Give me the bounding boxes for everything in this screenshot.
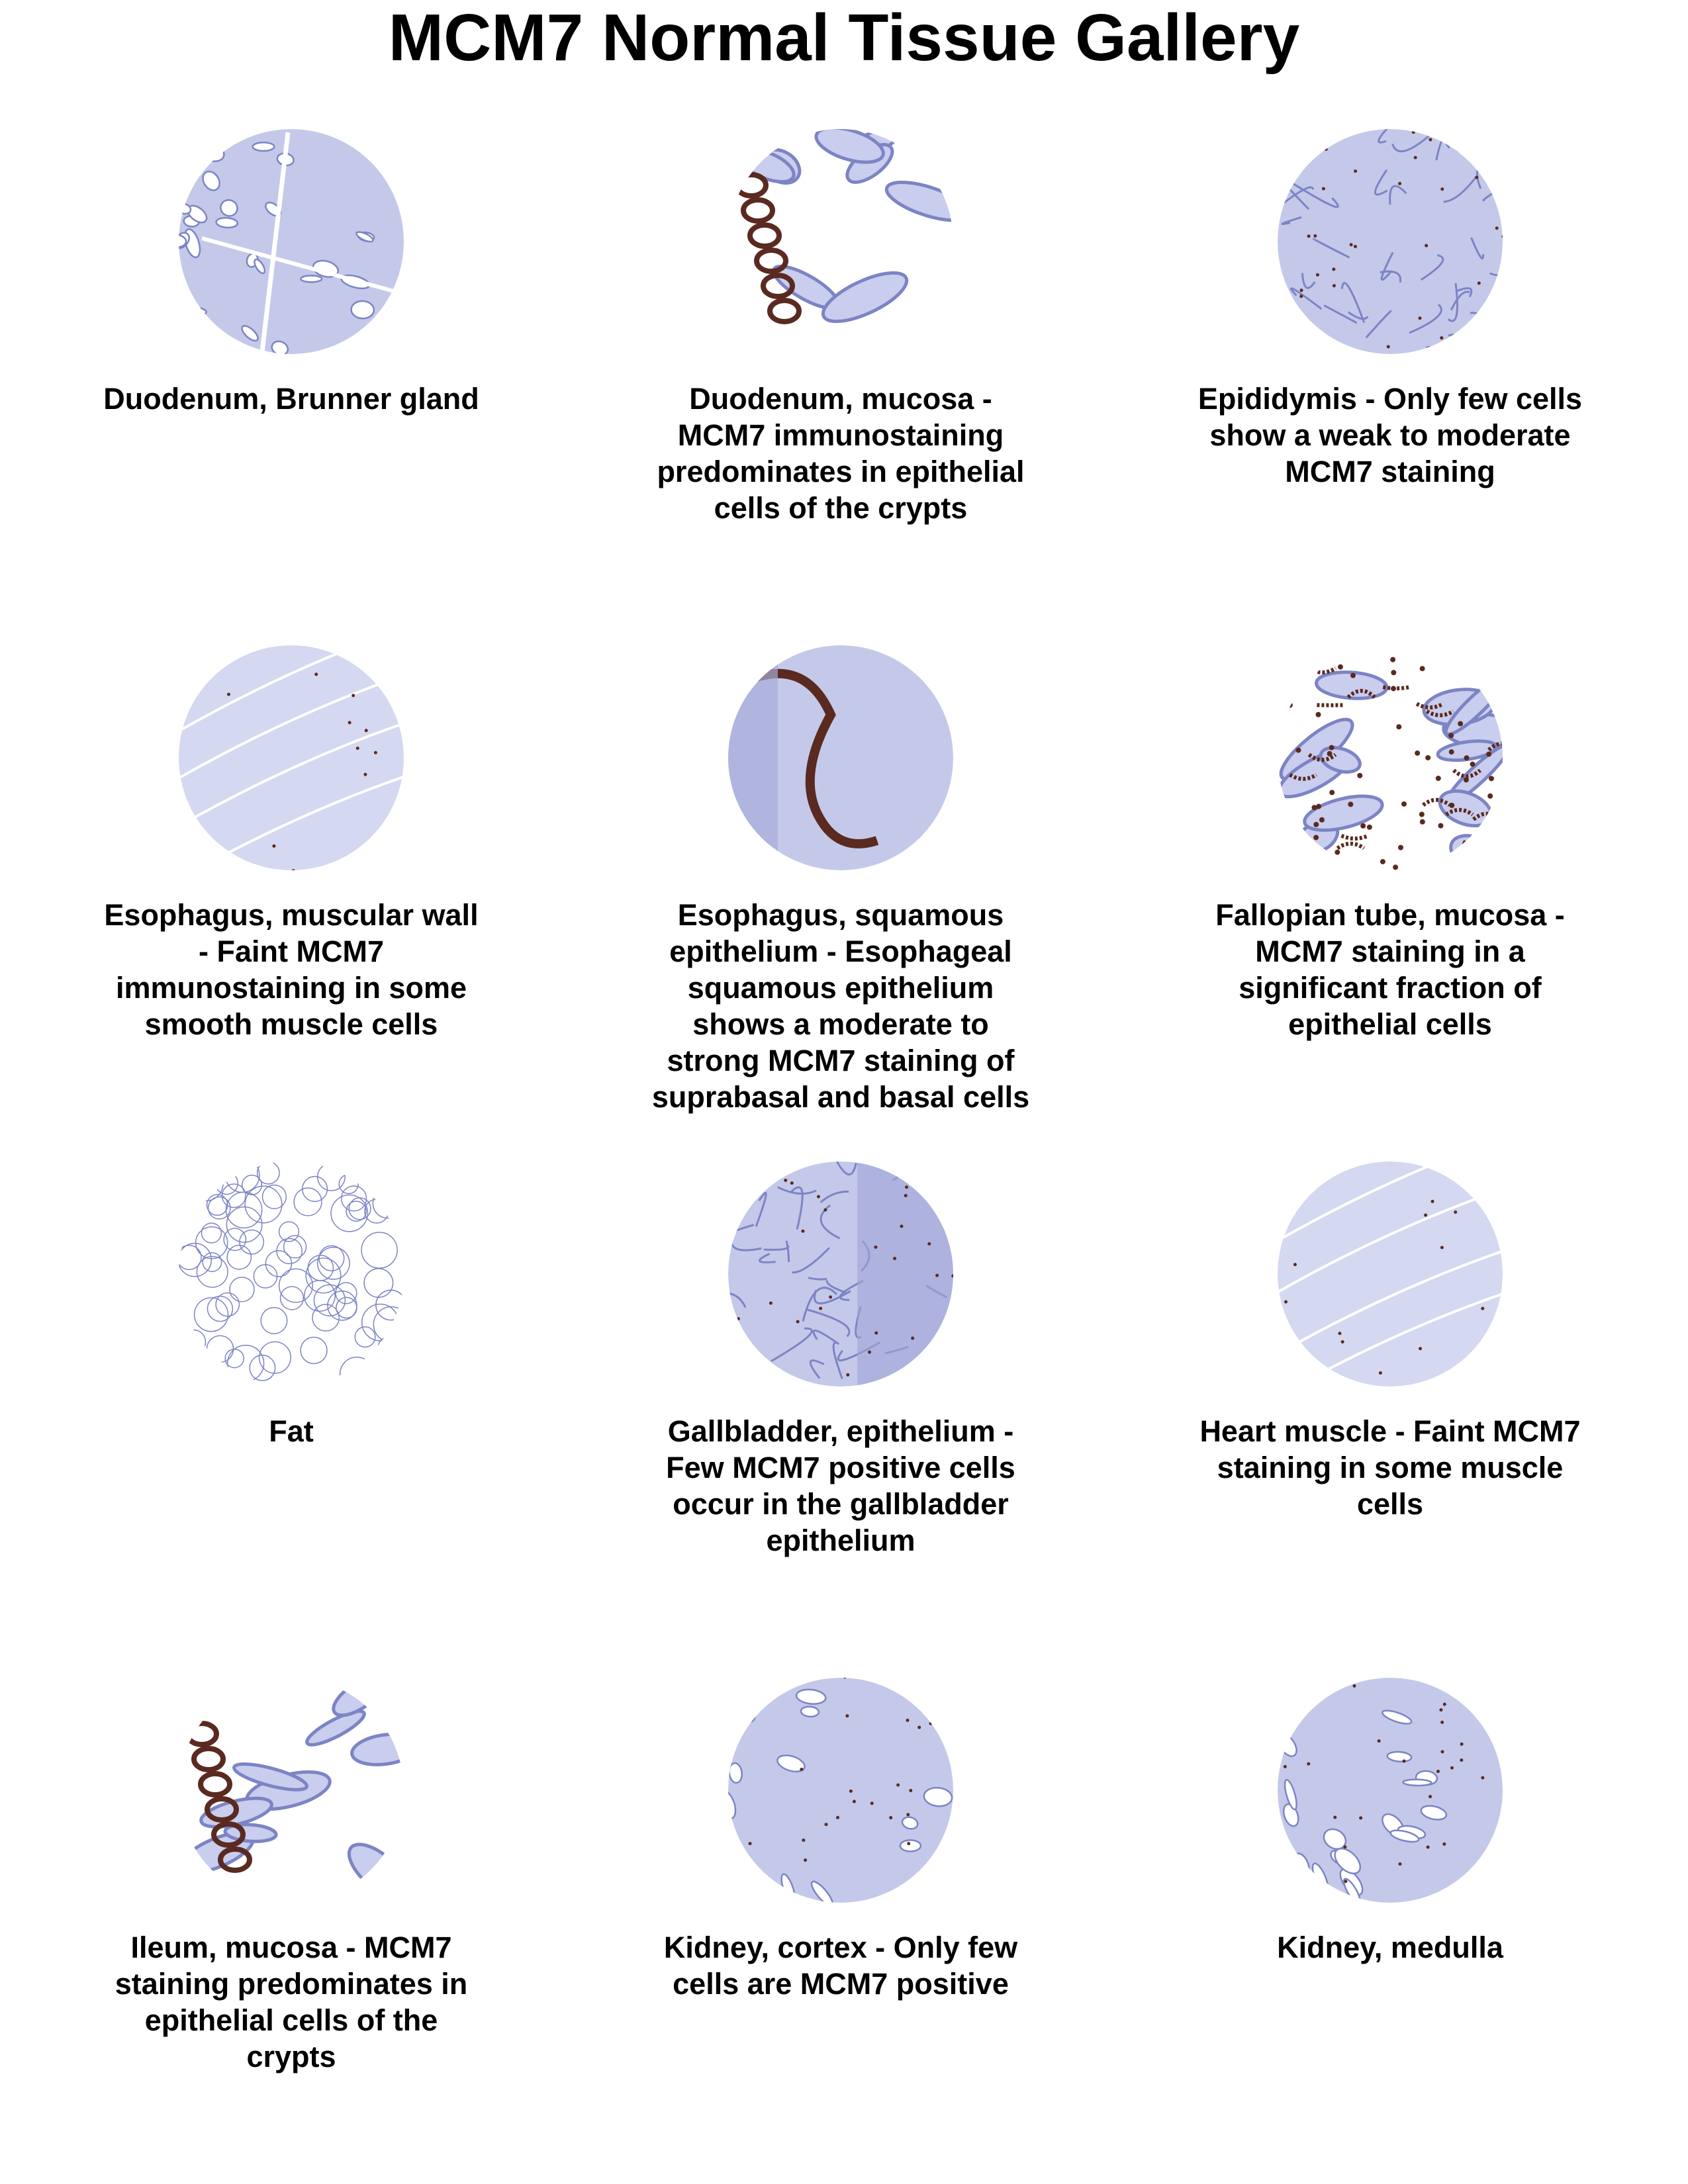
tile-caption: Duodenum, mucosa - MCM7 immunostaining predominates in epithelial cells of the crypts xyxy=(657,382,1025,525)
tile-caption: Fat xyxy=(269,1414,314,1448)
gallery-tile xyxy=(569,635,1112,1138)
gallery-tile xyxy=(569,1668,1112,2171)
gallery-tile xyxy=(1119,1668,1662,2171)
tile-caption: Duodenum, Brunner gland xyxy=(103,382,479,416)
gallery-tile xyxy=(1119,635,1662,1138)
gallery-tile xyxy=(569,119,1112,622)
tissue-micrograph xyxy=(725,126,957,357)
tissue-micrograph xyxy=(1274,1158,1506,1390)
tissue-micrograph xyxy=(175,126,407,357)
gallery-tile xyxy=(1119,119,1662,622)
tissue-micrograph xyxy=(175,642,407,874)
gallery-tile xyxy=(20,635,563,1138)
tile-caption: Esophagus, muscular wall - Faint MCM7 immunostaining in some smooth muscle cells xyxy=(104,898,479,1041)
tissue-micrograph xyxy=(175,1158,407,1390)
tile-caption: Ileum, mucosa - MCM7 staining predominates in epithelial cells of the crypts xyxy=(115,1931,468,2073)
tile-caption: Epididymis - Only few cells show a weak to moderate MCM7 staining xyxy=(1197,382,1583,488)
tile-caption: Kidney, cortex - Only few cells are MCM7 positive xyxy=(663,1931,1018,2001)
tile-caption: Fallopian tube, mucosa - MCM7 staining in a significant fraction of epithelial cells xyxy=(1215,898,1565,1041)
tissue-micrograph xyxy=(1274,1674,1506,1906)
tile-caption: Esophagus, squamous epithelium - Esophageal squamous epithelium shows a moderate to strong MCM7 staining of suprabasal and basal cells xyxy=(651,898,1030,1114)
tile-caption: Heart muscle - Faint MCM7 staining in some muscle cells xyxy=(1199,1414,1581,1521)
gallery-tile xyxy=(569,1152,1112,1655)
tissue-micrograph xyxy=(1274,126,1506,357)
gallery-tile xyxy=(20,1668,563,2171)
tissue-micrograph xyxy=(725,1158,957,1390)
tile-caption: Kidney, medulla xyxy=(1277,1931,1503,1964)
gallery-tile xyxy=(1119,1152,1662,1655)
page-title: MCM7 Normal Tissue Gallery xyxy=(388,1,1300,75)
tissue-micrograph xyxy=(175,1674,407,1906)
tissue-micrograph xyxy=(725,1674,957,1906)
tile-caption: Gallbladder, epithelium - Few MCM7 positive cells occur in the gallbladder epithelium xyxy=(666,1414,1015,1557)
gallery-tile xyxy=(20,119,563,622)
tissue-micrograph xyxy=(725,642,957,874)
gallery-tile xyxy=(20,1152,563,1655)
tissue-micrograph xyxy=(1274,642,1506,874)
